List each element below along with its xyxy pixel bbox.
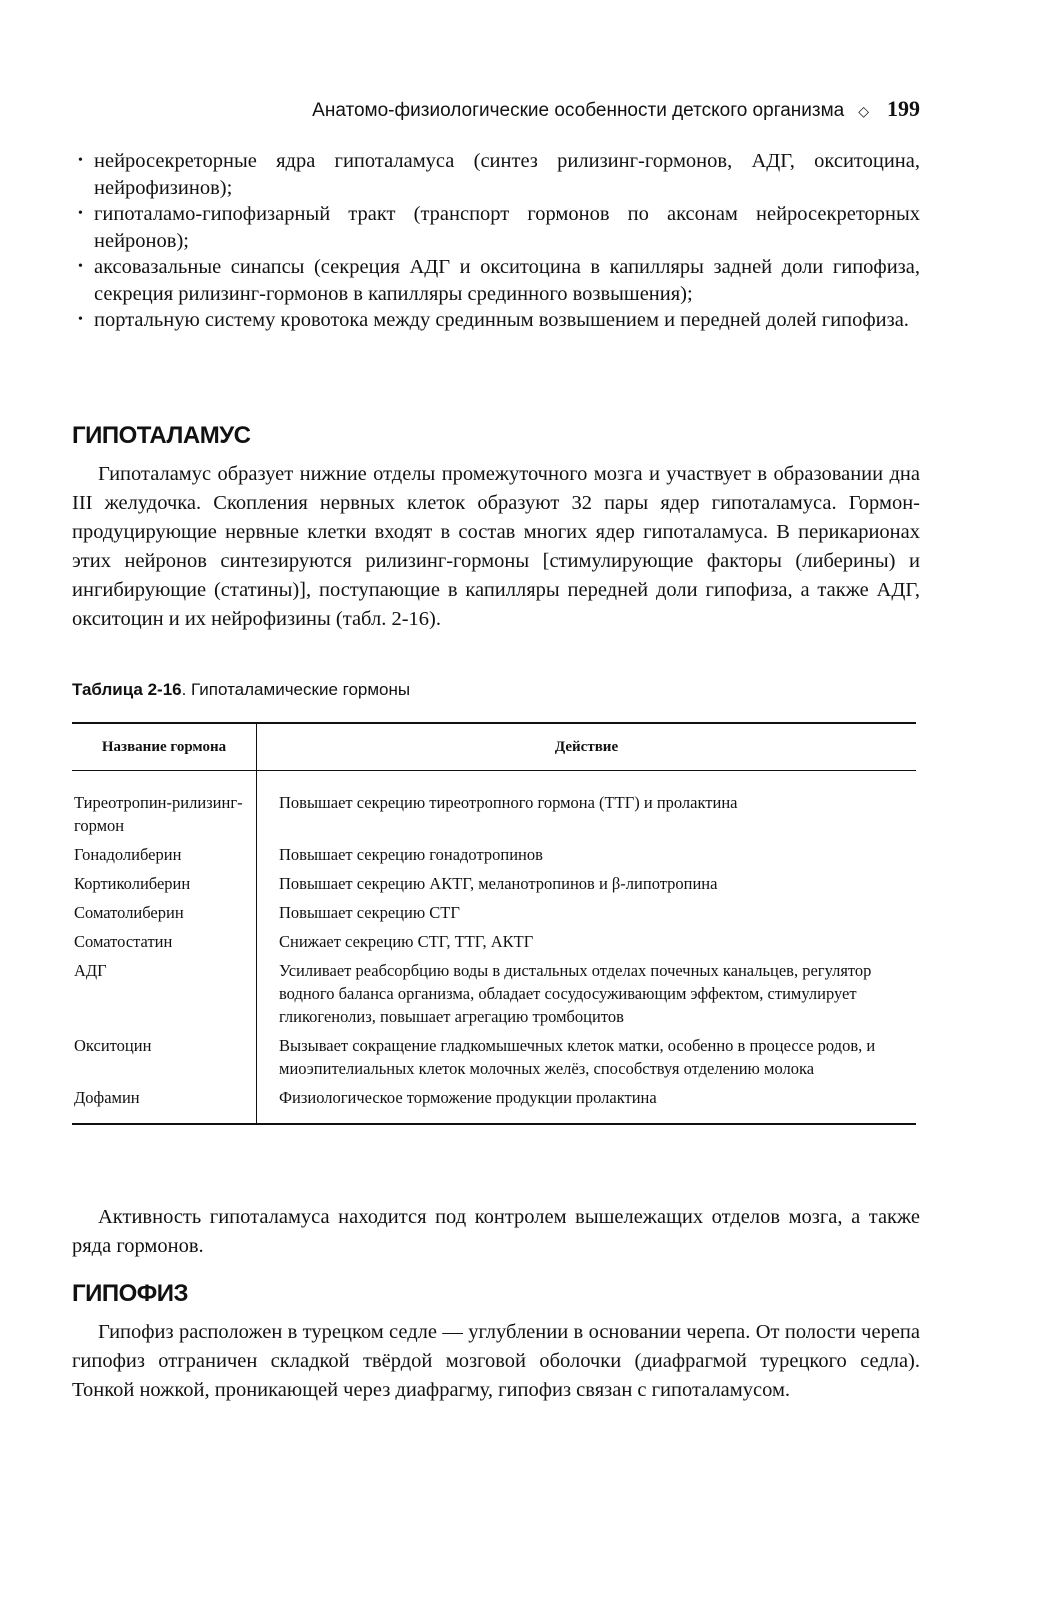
hormone-action: Усиливает реабсорбцию воды в дистальных отделах почечных канальцев, регулятор водного баланса организма, обладает сосудосуживающим эффектом, стимулирует гликогенолиз, повышает агрегацию тромбоцитов	[279, 961, 872, 1026]
section-heading-pituitary: ГИПОФИЗ	[72, 1280, 189, 1307]
hormone-name: Гонадолиберин	[72, 841, 257, 870]
hormone-name: АДГ	[72, 957, 257, 1032]
table-row	[72, 771, 916, 842]
table-row	[72, 928, 916, 957]
list-item: • портальную систему кровотока между срединным возвышением и передней долей гипофиза.	[72, 307, 920, 334]
hormone-action: Повышает секрецию СТГ	[279, 903, 460, 922]
table-row	[72, 957, 916, 1032]
hormone-name: Дофамин	[72, 1084, 257, 1124]
paragraph-activity: Активность гипоталамуса находится под контролем вышележащих отделов мозга, а также ряда гормонов.	[72, 1206, 920, 1257]
bullet-list	[72, 148, 920, 334]
hormone-name: Тиреотропин-рилизинг-гормон	[72, 771, 257, 842]
table-row	[72, 899, 916, 928]
column-header-action: Действие	[257, 723, 917, 771]
hormone-name: Кортиколиберин	[72, 870, 257, 899]
table-caption-number: Таблица 2-16	[72, 680, 182, 699]
column-header-name: Название гормона	[72, 723, 257, 771]
list-item: • нейросекреторные ядра гипоталамуса (синтез рилизинг-гормонов, АДГ, окситоцина, нейрофизинов);	[72, 148, 920, 201]
hormone-action: Вызывает сокращение гладкомышечных клеток матки, особенно в процессе родов, и миоэпителиальных клеток молочных желёз, способствуя отделению молока	[279, 1036, 876, 1078]
table-row	[72, 841, 916, 870]
section-heading-hypothalamus: ГИПОТАЛАМУС	[72, 422, 251, 449]
hormone-action: Снижает секрецию СТГ, ТТГ, АКТГ	[279, 932, 534, 951]
table-header-row	[72, 723, 916, 771]
hormone-name: Соматостатин	[72, 928, 257, 957]
paragraph-pituitary: Гипофиз расположен в турецком седле — углублении в основании черепа. От полости черепа гипофиз отграничен складкой твёрдой мозговой оболочки (диафрагмой турецкого седла). Тонкой ножкой, проникающей через диафрагму, гипофиз связан с гипоталамусом.	[72, 1321, 920, 1401]
hormone-action: Физиологическое торможение продукции пролактина	[279, 1088, 657, 1107]
page-number: 199	[887, 96, 920, 121]
table-row	[72, 1084, 916, 1124]
hormone-action: Повышает секрецию АКТГ, меланотропинов и β-липотропина	[279, 874, 718, 893]
hormone-name: Окситоцин	[72, 1032, 257, 1084]
paragraph-hypothalamus: Гипоталамус образует нижние отделы промежуточного мозга и участвует в образовании дна III желудочка. Скопления нервных клеток образуют 32 пары ядер гипоталамуса. Гормон-продуцирующие нервные клетки входят в состав многих ядер гипоталамуса. В перикарионах этих нейронов синтезируются рилизинг-гормоны [стимулирующие факторы (либерины) и ингибирующие (статины)], поступающие в капилляры передней доли гипофиза, а также АДГ, окситоцин и их нейрофизины (табл. 2-16).	[72, 463, 920, 630]
running-head-title: Анатомо-физиологические особенности детского организма	[312, 100, 845, 121]
hormone-name: Соматолиберин	[72, 899, 257, 928]
running-head	[200, 96, 920, 132]
hormone-action: Повышает секрецию тиреотропного гормона (ТТГ) и пролактина	[279, 793, 738, 812]
table-row	[72, 870, 916, 899]
list-item: • гипоталамо-гипофизарный тракт (транспорт гормонов по аксонам нейросекреторных нейронов);	[72, 201, 920, 254]
table-row	[72, 1032, 916, 1084]
hormone-action: Повышает секрецию гонадотропинов	[279, 845, 543, 864]
hormones-table	[72, 722, 916, 1125]
table-caption-text: . Гипоталамические гормоны	[181, 680, 411, 699]
diamond-icon: ◇	[858, 103, 869, 119]
table-caption	[72, 680, 410, 700]
list-item: • аксовазальные синапсы (секреция АДГ и окситоцина в капилляры задней доли гипофиза, секреция рилизинг-гормонов в капилляры срединного возвышения);	[72, 254, 920, 307]
